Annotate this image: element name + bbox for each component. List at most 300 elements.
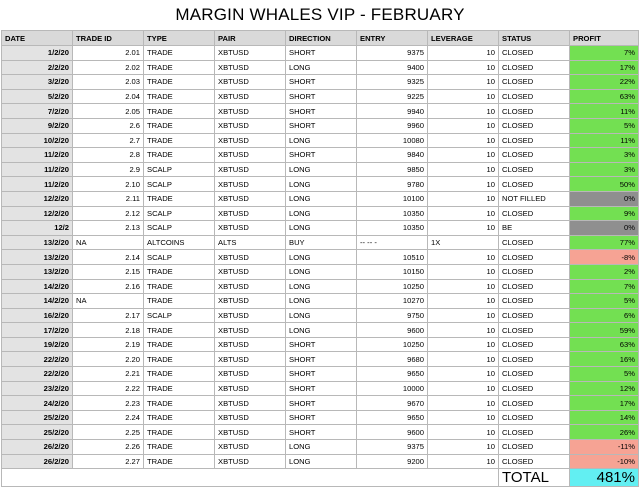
- cell-type[interactable]: TRADE: [144, 381, 215, 396]
- cell-date[interactable]: 12/2: [2, 221, 73, 236]
- cell-direction[interactable]: SHORT: [286, 75, 357, 90]
- cell-entry[interactable]: -- -- -: [357, 235, 428, 250]
- cell-trade-id[interactable]: 2.12: [73, 206, 144, 221]
- cell-entry[interactable]: 9650: [357, 410, 428, 425]
- cell-leverage[interactable]: 10: [428, 191, 499, 206]
- cell-type[interactable]: TRADE: [144, 118, 215, 133]
- table-row: [2, 367, 639, 382]
- cell-trade-id[interactable]: 2.17: [73, 308, 144, 323]
- cell-trade-id[interactable]: 2.25: [73, 425, 144, 440]
- cell-pair[interactable]: XBTUSD: [215, 367, 286, 382]
- cell-type[interactable]: TRADE: [144, 396, 215, 411]
- cell-type[interactable]: TRADE: [144, 133, 215, 148]
- cell-direction[interactable]: SHORT: [286, 118, 357, 133]
- cell-pair[interactable]: XBTUSD: [215, 162, 286, 177]
- cell-pair[interactable]: XBTUSD: [215, 148, 286, 163]
- cell-direction[interactable]: LONG: [286, 454, 357, 469]
- cell-type[interactable]: SCALP: [144, 250, 215, 265]
- cell-leverage[interactable]: 10: [428, 264, 499, 279]
- cell-entry[interactable]: 9325: [357, 75, 428, 90]
- table-row: [2, 381, 639, 396]
- cell-type[interactable]: SCALP: [144, 177, 215, 192]
- cell-status[interactable]: CLOSED: [499, 367, 570, 382]
- cell-type[interactable]: TRADE: [144, 337, 215, 352]
- cell-profit[interactable]: 11%: [570, 104, 639, 119]
- cell-profit[interactable]: 9%: [570, 206, 639, 221]
- cell-entry[interactable]: 9600: [357, 425, 428, 440]
- cell-date[interactable]: 9/2/20: [2, 118, 73, 133]
- cell-direction[interactable]: LONG: [286, 206, 357, 221]
- cell-type[interactable]: TRADE: [144, 294, 215, 309]
- cell-pair[interactable]: XBTUSD: [215, 104, 286, 119]
- cell-entry[interactable]: 9780: [357, 177, 428, 192]
- cell-profit[interactable]: 63%: [570, 89, 639, 104]
- cell-trade-id[interactable]: 2.13: [73, 221, 144, 236]
- cell-type[interactable]: TRADE: [144, 410, 215, 425]
- cell-leverage[interactable]: 10: [428, 440, 499, 455]
- cell-profit[interactable]: 17%: [570, 60, 639, 75]
- cell-type[interactable]: TRADE: [144, 46, 215, 61]
- cell-direction[interactable]: SHORT: [286, 352, 357, 367]
- cell-type[interactable]: TRADE: [144, 264, 215, 279]
- cell-direction[interactable]: SHORT: [286, 89, 357, 104]
- cell-profit[interactable]: 26%: [570, 425, 639, 440]
- table-row: [2, 308, 639, 323]
- cell-trade-id[interactable]: 2.9: [73, 162, 144, 177]
- cell-date[interactable]: 19/2/20: [2, 337, 73, 352]
- cell-leverage[interactable]: 10: [428, 250, 499, 265]
- cell-entry[interactable]: 9680: [357, 352, 428, 367]
- cell-pair[interactable]: XBTUSD: [215, 250, 286, 265]
- cell-entry[interactable]: 9375: [357, 46, 428, 61]
- cell-leverage[interactable]: 10: [428, 60, 499, 75]
- cell-profit[interactable]: 5%: [570, 294, 639, 309]
- cell-status[interactable]: CLOSED: [499, 337, 570, 352]
- cell-status[interactable]: CLOSED: [499, 118, 570, 133]
- table-row: [2, 75, 639, 90]
- cell-trade-id[interactable]: 2.24: [73, 410, 144, 425]
- cell-date[interactable]: 1/2/20: [2, 46, 73, 61]
- cell-date[interactable]: 11/2/20: [2, 148, 73, 163]
- table-row: [2, 104, 639, 119]
- cell-date[interactable]: 22/2/20: [2, 367, 73, 382]
- cell-direction[interactable]: SHORT: [286, 381, 357, 396]
- cell-status[interactable]: CLOSED: [499, 148, 570, 163]
- cell-date[interactable]: 17/2/20: [2, 323, 73, 338]
- cell-type[interactable]: TRADE: [144, 323, 215, 338]
- header-pair[interactable]: PAIR: [215, 31, 286, 46]
- cell-leverage[interactable]: 10: [428, 148, 499, 163]
- cell-leverage[interactable]: 10: [428, 352, 499, 367]
- cell-status[interactable]: CLOSED: [499, 250, 570, 265]
- cell-pair[interactable]: XBTUSD: [215, 206, 286, 221]
- cell-date[interactable]: 11/2/20: [2, 162, 73, 177]
- cell-profit[interactable]: 0%: [570, 221, 639, 236]
- header-type[interactable]: TYPE: [144, 31, 215, 46]
- cell-entry[interactable]: 9670: [357, 396, 428, 411]
- cell-entry[interactable]: 10350: [357, 221, 428, 236]
- cell-leverage[interactable]: 10: [428, 425, 499, 440]
- cell-entry[interactable]: 9400: [357, 60, 428, 75]
- cell-profit[interactable]: 77%: [570, 235, 639, 250]
- cell-date[interactable]: 14/2/20: [2, 279, 73, 294]
- cell-entry[interactable]: 9840: [357, 148, 428, 163]
- cell-pair[interactable]: XBTUSD: [215, 191, 286, 206]
- header-direction[interactable]: DIRECTION: [286, 31, 357, 46]
- cell-direction[interactable]: LONG: [286, 177, 357, 192]
- cell-leverage[interactable]: 10: [428, 162, 499, 177]
- cell-trade-id[interactable]: 2.20: [73, 352, 144, 367]
- cell-pair[interactable]: XBTUSD: [215, 323, 286, 338]
- cell-direction[interactable]: LONG: [286, 133, 357, 148]
- cell-date[interactable]: 12/2/20: [2, 191, 73, 206]
- table-row: [2, 279, 639, 294]
- cell-trade-id[interactable]: 2.10: [73, 177, 144, 192]
- cell-trade-id[interactable]: 2.21: [73, 367, 144, 382]
- cell-profit[interactable]: 6%: [570, 308, 639, 323]
- cell-entry[interactable]: 10250: [357, 279, 428, 294]
- cell-trade-id[interactable]: 2.03: [73, 75, 144, 90]
- cell-date[interactable]: 12/2/20: [2, 206, 73, 221]
- cell-profit[interactable]: -8%: [570, 250, 639, 265]
- cell-status[interactable]: CLOSED: [499, 206, 570, 221]
- cell-trade-id[interactable]: 2.22: [73, 381, 144, 396]
- cell-direction[interactable]: SHORT: [286, 396, 357, 411]
- cell-profit[interactable]: -11%: [570, 440, 639, 455]
- cell-date[interactable]: 16/2/20: [2, 308, 73, 323]
- cell-trade-id[interactable]: 2.11: [73, 191, 144, 206]
- table-row: [2, 177, 639, 192]
- cell-pair[interactable]: ALTS: [215, 235, 286, 250]
- cell-status[interactable]: CLOSED: [499, 425, 570, 440]
- total-label[interactable]: TOTAL: [499, 469, 570, 487]
- cell-direction[interactable]: LONG: [286, 250, 357, 265]
- header-row: [2, 31, 639, 46]
- cell-trade-id[interactable]: 2.14: [73, 250, 144, 265]
- cell-status[interactable]: CLOSED: [499, 323, 570, 338]
- cell-date[interactable]: 10/2/20: [2, 133, 73, 148]
- cell-status[interactable]: CLOSED: [499, 235, 570, 250]
- cell-entry[interactable]: 9650: [357, 367, 428, 382]
- cell-trade-id[interactable]: NA: [73, 235, 144, 250]
- cell-pair[interactable]: XBTUSD: [215, 352, 286, 367]
- cell-trade-id[interactable]: 2.27: [73, 454, 144, 469]
- table-row: [2, 162, 639, 177]
- cell-pair[interactable]: XBTUSD: [215, 396, 286, 411]
- cell-status[interactable]: CLOSED: [499, 440, 570, 455]
- cell-status[interactable]: CLOSED: [499, 89, 570, 104]
- cell-profit[interactable]: 17%: [570, 396, 639, 411]
- cell-leverage[interactable]: 10: [428, 308, 499, 323]
- cell-entry[interactable]: 10080: [357, 133, 428, 148]
- cell-type[interactable]: TRADE: [144, 60, 215, 75]
- cell-profit[interactable]: 59%: [570, 323, 639, 338]
- cell-status[interactable]: CLOSED: [499, 381, 570, 396]
- cell-leverage[interactable]: 10: [428, 206, 499, 221]
- cell-leverage[interactable]: 10: [428, 396, 499, 411]
- cell-pair[interactable]: XBTUSD: [215, 425, 286, 440]
- cell-status[interactable]: CLOSED: [499, 352, 570, 367]
- table-row: [2, 323, 639, 338]
- cell-direction[interactable]: SHORT: [286, 104, 357, 119]
- cell-date[interactable]: 13/2/20: [2, 235, 73, 250]
- cell-leverage[interactable]: 10: [428, 46, 499, 61]
- cell-type[interactable]: SCALP: [144, 308, 215, 323]
- cell-leverage[interactable]: 10: [428, 381, 499, 396]
- cell-leverage[interactable]: 10: [428, 294, 499, 309]
- cell-leverage[interactable]: 10: [428, 323, 499, 338]
- cell-pair[interactable]: XBTUSD: [215, 337, 286, 352]
- table-row: [2, 440, 639, 455]
- cell-leverage[interactable]: 10: [428, 177, 499, 192]
- cell-direction[interactable]: BUY: [286, 235, 357, 250]
- cell-trade-id[interactable]: 2.6: [73, 118, 144, 133]
- cell-profit[interactable]: 5%: [570, 367, 639, 382]
- cell-trade-id[interactable]: 2.05: [73, 104, 144, 119]
- cell-leverage[interactable]: 10: [428, 454, 499, 469]
- cell-type[interactable]: SCALP: [144, 162, 215, 177]
- cell-status[interactable]: CLOSED: [499, 396, 570, 411]
- cell-trade-id[interactable]: 2.23: [73, 396, 144, 411]
- cell-type[interactable]: TRADE: [144, 425, 215, 440]
- cell-status[interactable]: CLOSED: [499, 46, 570, 61]
- cell-status[interactable]: CLOSED: [499, 177, 570, 192]
- cell-status[interactable]: CLOSED: [499, 264, 570, 279]
- cell-trade-id[interactable]: 2.18: [73, 323, 144, 338]
- cell-date[interactable]: 5/2/20: [2, 89, 73, 104]
- cell-pair[interactable]: XBTUSD: [215, 118, 286, 133]
- cell-date[interactable]: 2/2/20: [2, 60, 73, 75]
- table-row: [2, 191, 639, 206]
- cell-entry[interactable]: 10150: [357, 264, 428, 279]
- cell-status[interactable]: BE: [499, 221, 570, 236]
- cell-entry[interactable]: 10100: [357, 191, 428, 206]
- table-row: [2, 250, 639, 265]
- cell-date[interactable]: 26/2/20: [2, 440, 73, 455]
- table-row: [2, 425, 639, 440]
- cell-profit[interactable]: 3%: [570, 148, 639, 163]
- table-row: [2, 206, 639, 221]
- cell-type[interactable]: ALTCOINS: [144, 235, 215, 250]
- cell-date[interactable]: 24/2/20: [2, 396, 73, 411]
- table-row: [2, 352, 639, 367]
- cell-leverage[interactable]: 10: [428, 118, 499, 133]
- cell-direction[interactable]: LONG: [286, 264, 357, 279]
- cell-pair[interactable]: XBTUSD: [215, 89, 286, 104]
- cell-pair[interactable]: XBTUSD: [215, 177, 286, 192]
- cell-status[interactable]: NOT FILLED: [499, 191, 570, 206]
- cell-status[interactable]: CLOSED: [499, 75, 570, 90]
- cell-trade-id[interactable]: 2.02: [73, 60, 144, 75]
- cell-type[interactable]: TRADE: [144, 104, 215, 119]
- cell-trade-id[interactable]: 2.01: [73, 46, 144, 61]
- cell-pair[interactable]: XBTUSD: [215, 75, 286, 90]
- cell-status[interactable]: CLOSED: [499, 454, 570, 469]
- sheet-title: MARGIN WHALES VIP - FEBRUARY: [175, 5, 465, 24]
- cell-pair[interactable]: XBTUSD: [215, 46, 286, 61]
- cell-date[interactable]: 14/2/20: [2, 294, 73, 309]
- cell-date[interactable]: 3/2/20: [2, 75, 73, 90]
- cell-pair[interactable]: XBTUSD: [215, 264, 286, 279]
- cell-date[interactable]: 22/2/20: [2, 352, 73, 367]
- cell-type[interactable]: SCALP: [144, 221, 215, 236]
- cell-trade-id[interactable]: 2.8: [73, 148, 144, 163]
- total-row: [2, 469, 639, 487]
- cell-type[interactable]: TRADE: [144, 454, 215, 469]
- total-value[interactable]: 481%: [570, 469, 639, 487]
- cell-status[interactable]: CLOSED: [499, 294, 570, 309]
- table-row: [2, 454, 639, 469]
- cell-trade-id[interactable]: 2.7: [73, 133, 144, 148]
- cell-direction[interactable]: LONG: [286, 294, 357, 309]
- cell-leverage[interactable]: 10: [428, 410, 499, 425]
- cell-status[interactable]: CLOSED: [499, 279, 570, 294]
- cell-pair[interactable]: XBTUSD: [215, 454, 286, 469]
- cell-trade-id[interactable]: 2.19: [73, 337, 144, 352]
- cell-type[interactable]: SCALP: [144, 206, 215, 221]
- cell-pair[interactable]: XBTUSD: [215, 381, 286, 396]
- cell-direction[interactable]: SHORT: [286, 337, 357, 352]
- cell-pair[interactable]: XBTUSD: [215, 133, 286, 148]
- cell-entry[interactable]: 9850: [357, 162, 428, 177]
- cell-status[interactable]: CLOSED: [499, 60, 570, 75]
- cell-pair[interactable]: XBTUSD: [215, 410, 286, 425]
- cell-pair[interactable]: XBTUSD: [215, 221, 286, 236]
- cell-pair[interactable]: XBTUSD: [215, 60, 286, 75]
- cell-profit[interactable]: 7%: [570, 279, 639, 294]
- cell-trade-id[interactable]: 2.16: [73, 279, 144, 294]
- cell-pair[interactable]: XBTUSD: [215, 440, 286, 455]
- table-row: [2, 221, 639, 236]
- cell-type[interactable]: TRADE: [144, 440, 215, 455]
- cell-entry[interactable]: 10350: [357, 206, 428, 221]
- cell-leverage[interactable]: 10: [428, 337, 499, 352]
- cell-date[interactable]: 13/2/20: [2, 250, 73, 265]
- header-profit[interactable]: PROFIT: [570, 31, 639, 46]
- cell-entry[interactable]: 9940: [357, 104, 428, 119]
- cell-status[interactable]: CLOSED: [499, 104, 570, 119]
- cell-entry[interactable]: 10000: [357, 381, 428, 396]
- header-status[interactable]: STATUS: [499, 31, 570, 46]
- cell-leverage[interactable]: 1X: [428, 235, 499, 250]
- cell-type[interactable]: TRADE: [144, 75, 215, 90]
- cell-direction[interactable]: LONG: [286, 162, 357, 177]
- cell-profit[interactable]: 3%: [570, 162, 639, 177]
- cell-leverage[interactable]: 10: [428, 279, 499, 294]
- cell-date[interactable]: 23/2/20: [2, 381, 73, 396]
- cell-direction[interactable]: LONG: [286, 308, 357, 323]
- header-trade-id[interactable]: TRADE ID: [73, 31, 144, 46]
- cell-direction[interactable]: LONG: [286, 60, 357, 75]
- cell-profit[interactable]: 5%: [570, 118, 639, 133]
- cell-entry[interactable]: 9960: [357, 118, 428, 133]
- cell-trade-id[interactable]: 2.04: [73, 89, 144, 104]
- header-date[interactable]: DATE: [2, 31, 73, 46]
- cell-direction[interactable]: LONG: [286, 440, 357, 455]
- cell-date[interactable]: 13/2/20: [2, 264, 73, 279]
- cell-date[interactable]: 11/2/20: [2, 177, 73, 192]
- cell-leverage[interactable]: 10: [428, 89, 499, 104]
- cell-leverage[interactable]: 10: [428, 221, 499, 236]
- cell-pair[interactable]: XBTUSD: [215, 294, 286, 309]
- cell-profit[interactable]: -10%: [570, 454, 639, 469]
- cell-date[interactable]: 25/2/20: [2, 425, 73, 440]
- cell-profit[interactable]: 2%: [570, 264, 639, 279]
- table-row: [2, 60, 639, 75]
- cell-profit[interactable]: 11%: [570, 133, 639, 148]
- cell-entry[interactable]: 9375: [357, 440, 428, 455]
- cell-type[interactable]: TRADE: [144, 148, 215, 163]
- cell-type[interactable]: TRADE: [144, 352, 215, 367]
- cell-entry[interactable]: 9225: [357, 89, 428, 104]
- cell-entry[interactable]: 10270: [357, 294, 428, 309]
- cell-entry[interactable]: 9750: [357, 308, 428, 323]
- table-row: [2, 337, 639, 352]
- cell-direction[interactable]: SHORT: [286, 367, 357, 382]
- cell-direction[interactable]: SHORT: [286, 410, 357, 425]
- cell-profit[interactable]: 12%: [570, 381, 639, 396]
- cell-profit[interactable]: 50%: [570, 177, 639, 192]
- cell-type[interactable]: TRADE: [144, 191, 215, 206]
- table-row: [2, 46, 639, 61]
- cell-direction[interactable]: SHORT: [286, 148, 357, 163]
- trades-table: [1, 30, 639, 487]
- cell-direction[interactable]: SHORT: [286, 425, 357, 440]
- cell-date[interactable]: 7/2/20: [2, 104, 73, 119]
- cell-type[interactable]: TRADE: [144, 279, 215, 294]
- cell-type[interactable]: TRADE: [144, 89, 215, 104]
- cell-status[interactable]: CLOSED: [499, 133, 570, 148]
- cell-entry[interactable]: 9200: [357, 454, 428, 469]
- cell-direction[interactable]: LONG: [286, 191, 357, 206]
- cell-date[interactable]: 26/2/20: [2, 454, 73, 469]
- cell-profit[interactable]: 0%: [570, 191, 639, 206]
- cell-trade-id[interactable]: NA: [73, 294, 144, 309]
- cell-entry[interactable]: 10510: [357, 250, 428, 265]
- cell-status[interactable]: CLOSED: [499, 410, 570, 425]
- cell-profit[interactable]: 14%: [570, 410, 639, 425]
- cell-direction[interactable]: LONG: [286, 221, 357, 236]
- cell-direction[interactable]: SHORT: [286, 46, 357, 61]
- cell-leverage[interactable]: 10: [428, 104, 499, 119]
- cell-leverage[interactable]: 10: [428, 75, 499, 90]
- cell-status[interactable]: CLOSED: [499, 162, 570, 177]
- table-row: [2, 133, 639, 148]
- cell-leverage[interactable]: 10: [428, 367, 499, 382]
- cell-pair[interactable]: XBTUSD: [215, 308, 286, 323]
- cell-profit[interactable]: 16%: [570, 352, 639, 367]
- cell-trade-id[interactable]: 2.15: [73, 264, 144, 279]
- cell-profit[interactable]: 22%: [570, 75, 639, 90]
- table-row: [2, 410, 639, 425]
- header-entry[interactable]: ENTRY: [357, 31, 428, 46]
- cell-pair[interactable]: XBTUSD: [215, 279, 286, 294]
- cell-status[interactable]: CLOSED: [499, 308, 570, 323]
- cell-leverage[interactable]: 10: [428, 133, 499, 148]
- cell-direction[interactable]: LONG: [286, 323, 357, 338]
- cell-trade-id[interactable]: 2.26: [73, 440, 144, 455]
- header-leverage[interactable]: LEVERAGE: [428, 31, 499, 46]
- cell-type[interactable]: TRADE: [144, 367, 215, 382]
- cell-entry[interactable]: 9600: [357, 323, 428, 338]
- table-row: [2, 235, 639, 250]
- table-row: [2, 396, 639, 411]
- cell-profit[interactable]: 63%: [570, 337, 639, 352]
- cell-entry[interactable]: 10250: [357, 337, 428, 352]
- cell-direction[interactable]: LONG: [286, 279, 357, 294]
- cell-date[interactable]: 25/2/20: [2, 410, 73, 425]
- cell-profit[interactable]: 7%: [570, 46, 639, 61]
